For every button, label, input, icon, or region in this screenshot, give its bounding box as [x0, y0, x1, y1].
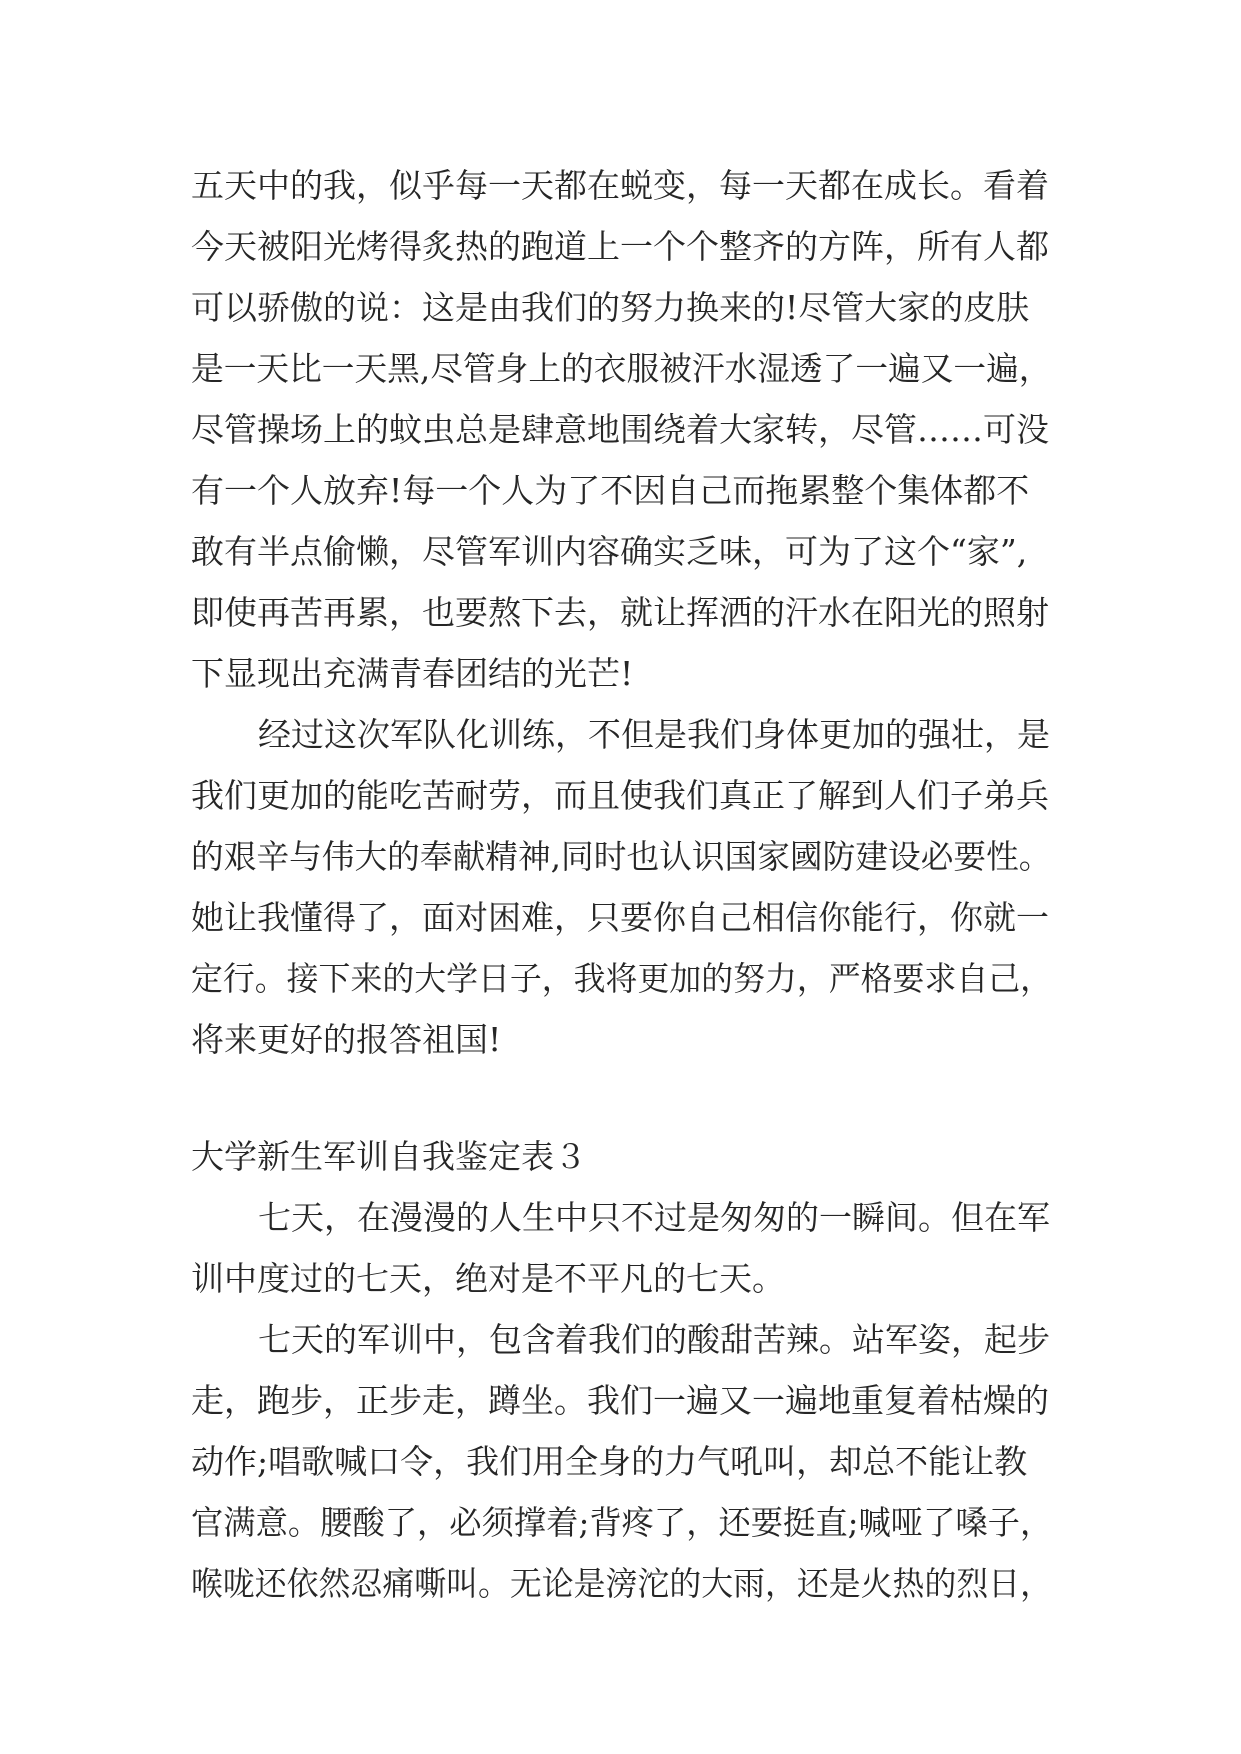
text-line: 将来更好的报答祖国!	[191, 1020, 502, 1059]
paragraph-first-line: 七天的军训中，包含着我们的酸甜苦辣。站军姿，起步	[258, 1320, 1050, 1359]
text-line: 今天被阳光烤得炙热的跑道上一个个整齐的方阵，所有人都	[191, 227, 1049, 266]
text-line: 训中度过的七天，绝对是不平凡的七天。	[191, 1259, 785, 1298]
text-line: 官满意。腰酸了，必须撑着;背疼了，还要挺直;喊哑了嗓子，	[191, 1503, 1053, 1542]
text-line: 我们更加的能吃苦耐劳，而且使我们真正了解到人们子弟兵	[191, 776, 1049, 815]
paragraph-first-line: 经过这次军队化训练，不但是我们身体更加的强壮，是	[258, 715, 1050, 754]
text-line: 定行。接下来的大学日子，我将更加的努力，严格要求自己，	[191, 959, 1052, 998]
text-line: 下显现出充满青春团结的光芒!	[191, 654, 634, 693]
text-line: 敢有半点偷懒，尽管军训内容确实乏味，可为了这个“家”,	[191, 532, 1028, 571]
text-line: 她让我懂得了，面对困难，只要你自己相信你能行，你就一	[191, 898, 1049, 937]
section-heading: 大学新生军训自我鉴定表３	[191, 1137, 587, 1176]
text-line: 五天中的我，似乎每一天都在蜕变，每一天都在成长。看着	[191, 166, 1049, 205]
text-line: 喉咙还依然忍痛嘶叫。无论是滂沱的大雨，还是火热的烈日，	[191, 1564, 1052, 1603]
text-line: 即使再苦再累，也要熬下去，就让挥洒的汗水在阳光的照射	[191, 593, 1049, 632]
text-line: 动作;唱歌喊口令，我们用全身的力气吼叫，却总不能让教	[191, 1442, 1028, 1481]
paragraph-first-line: 七天，在漫漫的人生中只不过是匆匆的一瞬间。但在军	[258, 1198, 1050, 1237]
text-line: 可以骄傲的说：这是由我们的努力换来的!尽管大家的皮肤	[191, 288, 1030, 327]
text-line: 走，跑步，正步走，蹲坐。我们一遍又一遍地重复着枯燥的	[191, 1381, 1049, 1420]
text-line: 尽管操场上的蚊虫总是肆意地围绕着大家转，尽管……可没	[191, 410, 1049, 449]
text-line: 有一个人放弃!每一个人为了不因自己而拖累整个集体都不	[191, 471, 1030, 510]
text-line: 是一天比一天黑,尽管身上的衣服被汗水湿透了一遍又一遍，	[191, 349, 1052, 388]
text-line: 的艰辛与伟大的奉献精神,同时也认识国家國防建设必要性。	[191, 837, 1052, 876]
